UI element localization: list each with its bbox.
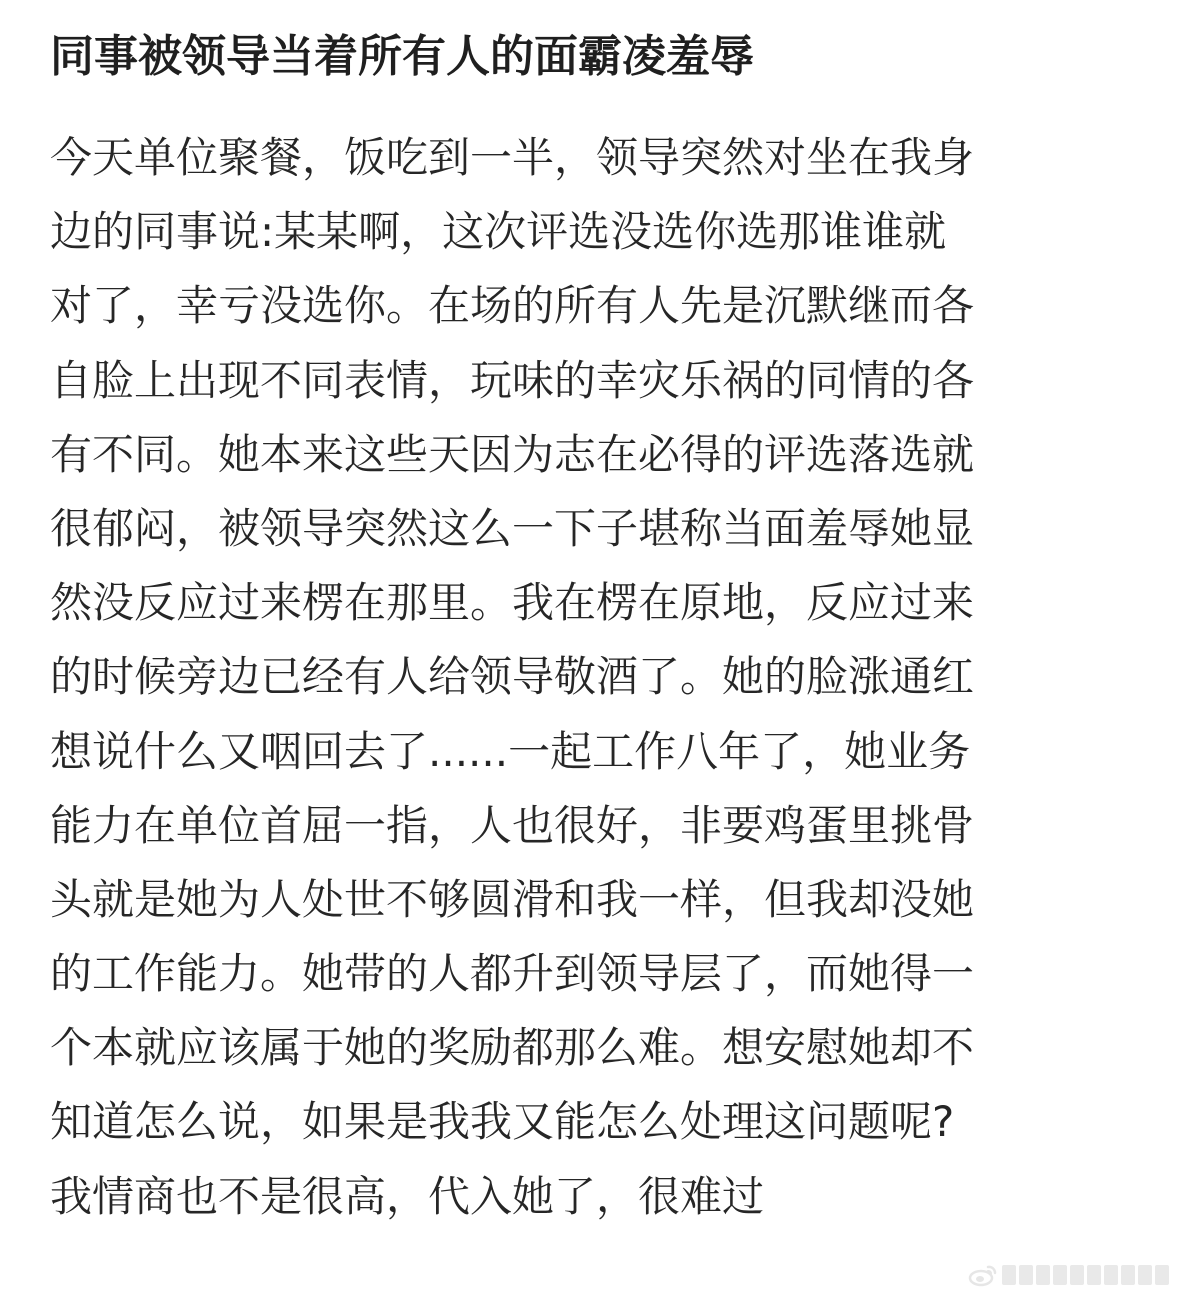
post-title: 同事被领导当着所有人的面霸凌羞辱 [50, 31, 754, 82]
post-line: 今天单位聚餐，饭吃到一半，领导突然对坐在我身 [50, 133, 975, 182]
post-line: 对了，幸亏没选你。在场的所有人先是沉默继而各 [50, 281, 975, 331]
post-line: 我情商也不是很高，代入她了，很难过 [50, 1171, 765, 1221]
post-line: 有不同。她本来这些天因为志在必得的评选落选就 [50, 429, 975, 479]
post-line: 知道怎么说，如果是我我又能怎么处理这问题呢? [50, 1097, 955, 1147]
post-line: 能力在单位首屈一指，人也很好，非要鸡蛋里挑骨 [50, 800, 975, 850]
post-line: 边的同事说:某某啊，这次评选没选你选那谁谁就 [50, 207, 947, 257]
post-line: 然没反应过来楞在那里。我在楞在原地，反应过来 [50, 578, 975, 628]
post-line: 很郁闷，被领导突然这么一下子堪称当面羞辱她显 [50, 503, 975, 553]
post-body [50, 121, 1130, 1234]
post-line: 头就是她为人处世不够圆滑和我一样，但我却没她 [50, 874, 975, 924]
post-line: 想说什么又咽回去了......一起工作八年了，她业务 [50, 726, 971, 776]
weibo-logo-icon [968, 1263, 998, 1287]
watermark-username-blurred [1002, 1265, 1169, 1285]
post-line: 个本就应该属于她的奖励都那么难。想安慰她却不 [50, 1023, 975, 1073]
post-line: 的工作能力。她带的人都升到领导层了，而她得一 [50, 949, 975, 999]
watermark [968, 1263, 1169, 1287]
post-line: 自脸上出现不同表情，玩味的幸灾乐祸的同情的各 [50, 355, 975, 405]
post-line: 的时候旁边已经有人给领导敬酒了。她的脸涨通红 [50, 652, 975, 702]
